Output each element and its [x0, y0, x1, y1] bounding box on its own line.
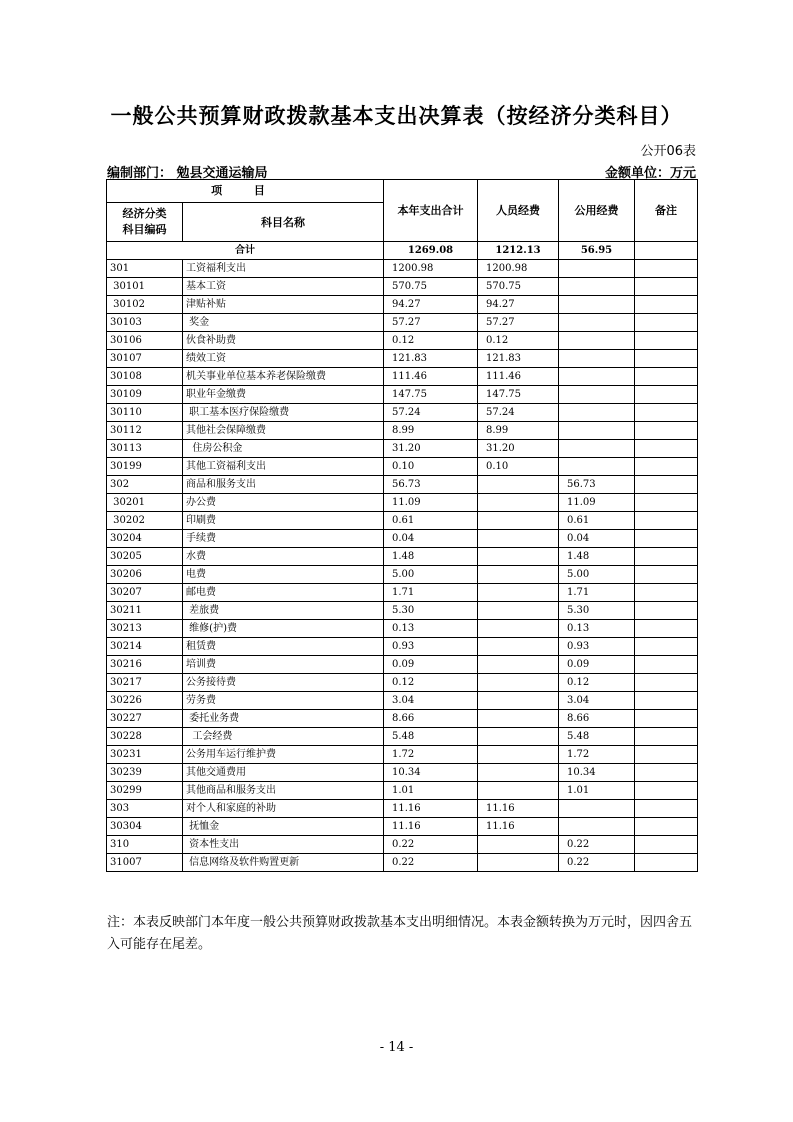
row-personnel: 111.46 [478, 368, 559, 386]
row-total: 111.46 [384, 368, 478, 386]
footnote: 注：本表反映部门本年度一般公共预算财政拨款基本支出明细情况。本表金额转换为万元时，因四舍五入可能存在尾差。 [107, 915, 693, 952]
row-remark [635, 530, 698, 548]
total-personnel: 1212.13 [478, 242, 559, 260]
row-code: 30213 [107, 620, 183, 638]
row-public: 8.66 [559, 710, 635, 728]
row-remark [635, 260, 698, 278]
row-personnel: 121.83 [478, 350, 559, 368]
row-code: 30110 [107, 404, 183, 422]
row-total: 0.09 [384, 656, 478, 674]
row-name: 信息网络及软件购置更新 [183, 854, 384, 872]
row-code: 31007 [107, 854, 183, 872]
row-remark [635, 350, 698, 368]
table-row [107, 656, 698, 674]
table-row [107, 782, 698, 800]
row-code: 30226 [107, 692, 183, 710]
row-remark [635, 782, 698, 800]
row-name: 津贴补贴 [183, 296, 384, 314]
row-public: 0.04 [559, 530, 635, 548]
row-name: 机关事业单位基本养老保险缴费 [183, 368, 384, 386]
row-total: 5.48 [384, 728, 478, 746]
row-total: 56.73 [384, 476, 478, 494]
row-code: 30199 [107, 458, 183, 476]
row-code: 30207 [107, 584, 183, 602]
row-code: 30108 [107, 368, 183, 386]
row-personnel [478, 548, 559, 566]
row-public [559, 260, 635, 278]
row-code: 30205 [107, 548, 183, 566]
row-personnel: 8.99 [478, 422, 559, 440]
header-row-1 [107, 180, 698, 203]
row-remark [635, 818, 698, 836]
row-name: 其他商品和服务支出 [183, 782, 384, 800]
row-code: 30109 [107, 386, 183, 404]
row-remark [635, 278, 698, 296]
row-total: 0.12 [384, 674, 478, 692]
row-personnel [478, 566, 559, 584]
row-remark [635, 404, 698, 422]
row-name: 基本工资 [183, 278, 384, 296]
row-code: 30112 [107, 422, 183, 440]
row-personnel [478, 638, 559, 656]
row-total: 31.20 [384, 440, 478, 458]
row-public [559, 332, 635, 350]
row-personnel [478, 746, 559, 764]
row-total: 0.61 [384, 512, 478, 530]
table-row [107, 566, 698, 584]
row-code: 301 [107, 260, 183, 278]
row-personnel [478, 692, 559, 710]
row-name: 资本性支出 [183, 836, 384, 854]
header-personnel: 人员经费 [478, 180, 559, 242]
total-public: 56.95 [559, 242, 635, 260]
row-name: 手续费 [183, 530, 384, 548]
row-remark [635, 584, 698, 602]
row-public [559, 278, 635, 296]
row-personnel: 57.27 [478, 314, 559, 332]
table-row [107, 440, 698, 458]
row-name: 职工基本医疗保险缴费 [183, 404, 384, 422]
table-row [107, 818, 698, 836]
table-row [107, 800, 698, 818]
row-public: 0.61 [559, 512, 635, 530]
row-name: 租赁费 [183, 638, 384, 656]
row-public [559, 314, 635, 332]
document-title: 一般公共预算财政拨款基本支出决算表（按经济分类科目） [110, 104, 683, 128]
row-name: 公务接待费 [183, 674, 384, 692]
row-name: 对个人和家庭的补助 [183, 800, 384, 818]
row-remark [635, 728, 698, 746]
row-code: 30113 [107, 440, 183, 458]
row-public [559, 368, 635, 386]
row-public: 1.71 [559, 584, 635, 602]
row-name: 印刷费 [183, 512, 384, 530]
row-personnel [478, 782, 559, 800]
row-remark [635, 296, 698, 314]
row-remark [635, 854, 698, 872]
row-public [559, 818, 635, 836]
row-name: 商品和服务支出 [183, 476, 384, 494]
table-row [107, 602, 698, 620]
header-project: 项 目 [107, 180, 384, 203]
table-row [107, 854, 698, 872]
row-personnel: 147.75 [478, 386, 559, 404]
row-personnel [478, 620, 559, 638]
table-row [107, 296, 698, 314]
row-remark [635, 638, 698, 656]
row-name: 伙食补助费 [183, 332, 384, 350]
row-total: 3.04 [384, 692, 478, 710]
row-code: 30228 [107, 728, 183, 746]
row-public: 0.22 [559, 854, 635, 872]
row-public [559, 440, 635, 458]
table-row [107, 494, 698, 512]
row-code: 30239 [107, 764, 183, 782]
row-personnel: 11.16 [478, 818, 559, 836]
row-personnel [478, 476, 559, 494]
row-name: 培训费 [183, 656, 384, 674]
row-total: 10.34 [384, 764, 478, 782]
row-name: 绩效工资 [183, 350, 384, 368]
row-code: 30103 [107, 314, 183, 332]
row-public: 10.34 [559, 764, 635, 782]
row-public: 1.48 [559, 548, 635, 566]
row-public: 0.12 [559, 674, 635, 692]
row-code: 30204 [107, 530, 183, 548]
row-total: 0.12 [384, 332, 478, 350]
table-row [107, 368, 698, 386]
row-name: 工会经费 [183, 728, 384, 746]
row-remark [635, 602, 698, 620]
row-personnel: 11.16 [478, 800, 559, 818]
row-public: 3.04 [559, 692, 635, 710]
row-remark [635, 746, 698, 764]
row-total: 1.01 [384, 782, 478, 800]
row-code: 30231 [107, 746, 183, 764]
row-total: 94.27 [384, 296, 478, 314]
row-personnel [478, 512, 559, 530]
total-amount: 1269.08 [384, 242, 478, 260]
row-total: 0.04 [384, 530, 478, 548]
amount-unit-label: 金额单位：万元 [604, 166, 696, 181]
row-remark [635, 566, 698, 584]
row-name: 电费 [183, 566, 384, 584]
row-personnel [478, 656, 559, 674]
row-code: 30106 [107, 332, 183, 350]
row-total: 0.93 [384, 638, 478, 656]
department-label: 编制部门： 勉县交通运输局 [107, 166, 268, 181]
page-number: - 14 - [379, 1040, 414, 1055]
table-row [107, 728, 698, 746]
row-remark [635, 368, 698, 386]
row-code: 30211 [107, 602, 183, 620]
row-total: 121.83 [384, 350, 478, 368]
row-total: 11.16 [384, 800, 478, 818]
row-code: 30227 [107, 710, 183, 728]
row-total: 8.66 [384, 710, 478, 728]
header-code-line1: 经济分类 [122, 207, 167, 220]
header-public: 公用经费 [559, 180, 635, 242]
row-public: 0.93 [559, 638, 635, 656]
row-remark [635, 656, 698, 674]
row-public: 5.48 [559, 728, 635, 746]
row-total: 8.99 [384, 422, 478, 440]
table-row [107, 386, 698, 404]
table-row [107, 710, 698, 728]
row-personnel: 1200.98 [478, 260, 559, 278]
table-row [107, 350, 698, 368]
table-row [107, 422, 698, 440]
row-public: 0.13 [559, 620, 635, 638]
table-row [107, 746, 698, 764]
row-name: 其他交通费用 [183, 764, 384, 782]
row-remark [635, 548, 698, 566]
header-code [107, 203, 183, 242]
header-code-line2: 科目编码 [122, 223, 167, 236]
row-personnel [478, 710, 559, 728]
row-public: 0.09 [559, 656, 635, 674]
row-code: 30201 [107, 494, 183, 512]
row-name: 抚恤金 [183, 818, 384, 836]
row-remark [635, 620, 698, 638]
table-row [107, 548, 698, 566]
row-remark [635, 440, 698, 458]
row-personnel [478, 530, 559, 548]
table-row [107, 764, 698, 782]
table-row [107, 512, 698, 530]
row-public [559, 296, 635, 314]
row-public: 56.73 [559, 476, 635, 494]
table-row [107, 278, 698, 296]
row-remark [635, 494, 698, 512]
table-row [107, 530, 698, 548]
row-code: 30216 [107, 656, 183, 674]
total-label: 合计 [107, 242, 384, 260]
row-remark [635, 332, 698, 350]
row-public [559, 800, 635, 818]
row-remark [635, 476, 698, 494]
header-remark: 备注 [635, 180, 698, 242]
row-personnel [478, 584, 559, 602]
row-code: 30304 [107, 818, 183, 836]
row-code: 30206 [107, 566, 183, 584]
row-remark [635, 314, 698, 332]
row-name: 劳务费 [183, 692, 384, 710]
row-public: 5.00 [559, 566, 635, 584]
total-remark [635, 242, 698, 260]
table-row [107, 836, 698, 854]
table-row [107, 476, 698, 494]
row-name: 办公费 [183, 494, 384, 512]
row-name: 邮电费 [183, 584, 384, 602]
row-total: 1.48 [384, 548, 478, 566]
header-total: 本年支出合计 [384, 180, 478, 242]
row-personnel: 570.75 [478, 278, 559, 296]
row-public [559, 404, 635, 422]
row-total: 57.27 [384, 314, 478, 332]
row-code: 30102 [107, 296, 183, 314]
row-personnel: 57.24 [478, 404, 559, 422]
row-personnel [478, 602, 559, 620]
row-remark [635, 800, 698, 818]
row-public [559, 350, 635, 368]
row-total: 1.71 [384, 584, 478, 602]
row-total: 11.16 [384, 818, 478, 836]
row-personnel: 0.10 [478, 458, 559, 476]
row-code: 30214 [107, 638, 183, 656]
table-row [107, 458, 698, 476]
table-row [107, 332, 698, 350]
total-row [107, 242, 698, 260]
header-name: 科目名称 [183, 203, 384, 242]
row-public: 5.30 [559, 602, 635, 620]
row-code: 310 [107, 836, 183, 854]
table-row [107, 404, 698, 422]
row-total: 147.75 [384, 386, 478, 404]
row-personnel [478, 854, 559, 872]
row-code: 30202 [107, 512, 183, 530]
row-code: 302 [107, 476, 183, 494]
row-public: 1.01 [559, 782, 635, 800]
table-row [107, 674, 698, 692]
row-total: 0.13 [384, 620, 478, 638]
row-remark [635, 692, 698, 710]
table-row [107, 314, 698, 332]
row-total: 1200.98 [384, 260, 478, 278]
row-code: 30101 [107, 278, 183, 296]
row-code: 30217 [107, 674, 183, 692]
row-personnel: 31.20 [478, 440, 559, 458]
row-code: 303 [107, 800, 183, 818]
row-remark [635, 422, 698, 440]
row-code: 30107 [107, 350, 183, 368]
table-row [107, 584, 698, 602]
row-personnel [478, 494, 559, 512]
table-row [107, 260, 698, 278]
row-total: 1.72 [384, 746, 478, 764]
row-name: 奖金 [183, 314, 384, 332]
row-name: 委托业务费 [183, 710, 384, 728]
expenditure-table [106, 179, 698, 872]
row-personnel: 0.12 [478, 332, 559, 350]
row-total: 5.00 [384, 566, 478, 584]
row-public: 0.22 [559, 836, 635, 854]
row-public [559, 422, 635, 440]
row-personnel [478, 728, 559, 746]
row-total: 570.75 [384, 278, 478, 296]
row-remark [635, 386, 698, 404]
row-remark [635, 710, 698, 728]
row-remark [635, 674, 698, 692]
row-name: 差旅费 [183, 602, 384, 620]
row-name: 工资福利支出 [183, 260, 384, 278]
row-total: 11.09 [384, 494, 478, 512]
row-total: 57.24 [384, 404, 478, 422]
row-name: 公务用车运行维护费 [183, 746, 384, 764]
row-remark [635, 764, 698, 782]
table-row [107, 692, 698, 710]
row-remark [635, 836, 698, 854]
row-remark [635, 512, 698, 530]
row-total: 0.10 [384, 458, 478, 476]
row-public: 11.09 [559, 494, 635, 512]
row-personnel [478, 836, 559, 854]
row-remark [635, 458, 698, 476]
row-code: 30299 [107, 782, 183, 800]
row-name: 职业年金缴费 [183, 386, 384, 404]
row-public [559, 386, 635, 404]
row-personnel [478, 764, 559, 782]
row-public [559, 458, 635, 476]
row-total: 5.30 [384, 602, 478, 620]
row-public: 1.72 [559, 746, 635, 764]
row-name: 住房公积金 [183, 440, 384, 458]
row-total: 0.22 [384, 854, 478, 872]
row-name: 其他社会保障缴费 [183, 422, 384, 440]
row-name: 维修(护)费 [183, 620, 384, 638]
row-personnel: 94.27 [478, 296, 559, 314]
table-row [107, 620, 698, 638]
form-number: 公开06表 [640, 144, 696, 159]
row-personnel [478, 674, 559, 692]
row-total: 0.22 [384, 836, 478, 854]
table-row [107, 638, 698, 656]
row-name: 其他工资福利支出 [183, 458, 384, 476]
row-name: 水费 [183, 548, 384, 566]
